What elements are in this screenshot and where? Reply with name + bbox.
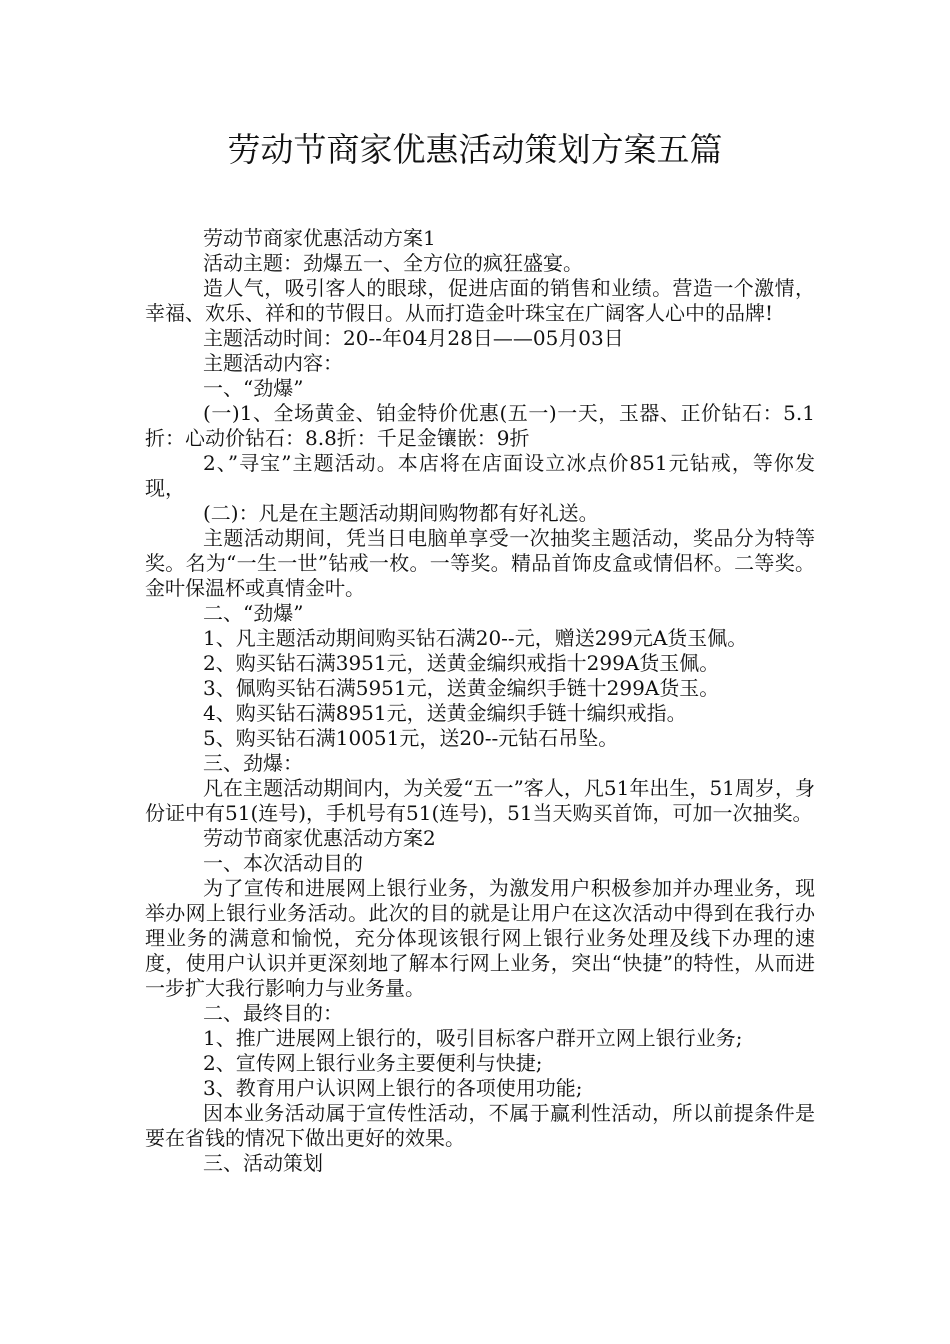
paragraph: 3、佩购买钻石满5951元，送黄金编织手链十299A货玉。 [203,676,720,700]
paragraph: 5、购买钻石满10051元，送20--元钻石吊坠。 [203,726,619,750]
paragraph: 2、宣传网上银行业务主要便利与快捷; [203,1051,543,1075]
paragraph: 因本业务活动属于宣传性活动，不属于赢利性活动，所以前提条件是要在省钱的情况下做出更好的效果。 [145,1101,815,1150]
paragraph: 主题活动期间，凭当日电脑单享受一次抽奖主题活动，奖品分为特等奖。名为“一生一世”钻戒一枚。一等奖。精品首饰皮盒或情侣杯。二等奖。金叶保温杯或真情金叶。 [145,526,815,600]
paragraph: 一、本次活动目的 [203,851,363,875]
paragraph: 三、劲爆： [203,751,303,775]
paragraph: 2、”寻宝”主题活动。本店将在店面设立冰点价851元钻戒，等你发现， [145,451,815,500]
paragraph: 1、推广进展网上银行的，吸引目标客户群开立网上银行业务; [203,1026,743,1050]
paragraph: 为了宣传和进展网上银行业务，为激发用户积极参加并办理业务，现举办网上银行业务活动。此次的目的就是让用户在这次活动中得到在我行办理业务的满意和愉悦，充分体现该银行网上银行业务处理及线下办理的速度，使用户认识并更深刻地了解本行网上业务，突出“快捷”的特性，从而进一步扩大我行影响力与业务量。 [145,876,815,1000]
paragraph: 三、活动策划 [203,1151,323,1175]
paragraph: 主题活动时间：20--年04月28日——05月03日 [203,326,624,350]
paragraph: 造人气，吸引客人的眼球，促进店面的销售和业绩。营造一个激情，幸福、欢乐、祥和的节假日。从而打造金叶珠宝在广阔客人心中的品牌! [145,276,815,325]
paragraph: 一、“劲爆” [203,376,304,400]
paragraph: 主题活动内容： [203,351,343,375]
paragraph: 活动主题：劲爆五一、全方位的疯狂盛宴。 [203,251,583,275]
paragraph: 二、最终目的： [203,1001,343,1025]
paragraph: 3、教育用户认识网上银行的各项使用功能; [203,1076,583,1100]
paragraph: 4、购买钻石满8951元，送黄金编织手链十编织戒指。 [203,701,687,725]
paragraph: (一)1、全场黄金、铂金特价优惠(五一)一天，玉器、正价钻石：5.1折：心动价钻石：8.8折：千足金镶嵌：9折 [145,401,815,450]
document-body [145,226,815,1176]
paragraph: 1、凡主题活动期间购买钻石满20--元，赠送299元A货玉佩。 [203,626,748,650]
paragraph: 劳动节商家优惠活动方案1 [203,226,436,250]
paragraph: (二)：凡是在主题活动期间购物都有好礼送。 [203,501,599,525]
paragraph: 二、“劲爆” [203,601,304,625]
document-title: 劳动节商家优惠活动策划方案五篇 [227,130,723,169]
paragraph: 凡在主题活动期间内，为关爱“五一”客人，凡51年出生，51周岁，身份证中有51(连号)，手机号有51(连号)，51当天购买首饰，可加一次抽奖。 [145,776,815,825]
paragraph: 2、购买钻石满3951元，送黄金编织戒指十299A货玉佩。 [203,651,720,675]
paragraph: 劳动节商家优惠活动方案2 [203,826,436,850]
